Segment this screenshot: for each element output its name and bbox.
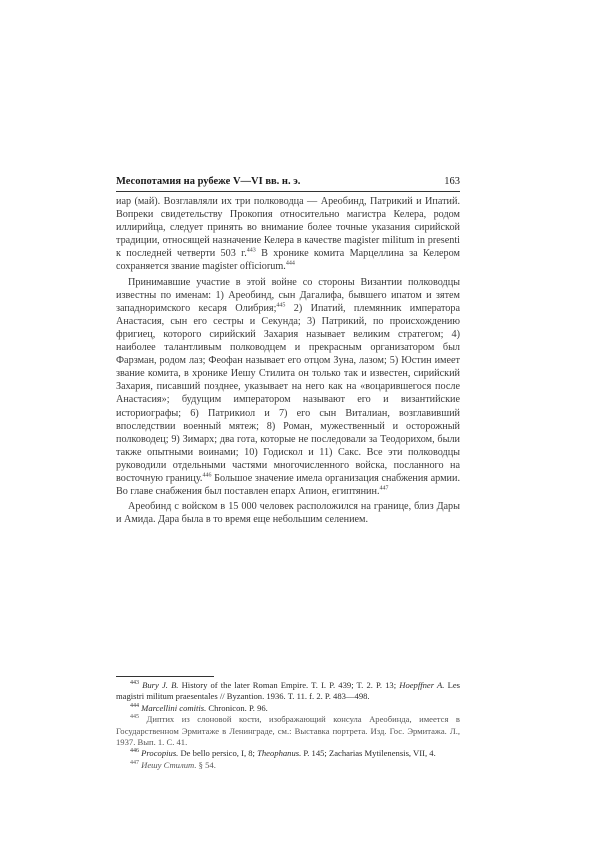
paragraph-2-text-b: 2) Ипатий, племянник императора Анастасия, сын его сестры и Секунда; 3) Патрикий, по происхождению фригиец, которого сирийский Захария называет великим стратегом; 4) наиболее талантливым полководцем и прекрасным организатором был Фарзман, родом лаз; Феофан называет его отцом Зуна, лазом; 5) Юстин имеет звание комита, в хронике Иешу Стилита он только так и известен, сирийский Захария, писавший позднее, указывает на него как на «воцарившегося после Анастасия»; будущим императором называют его и византийские историографы; 6) Патрикиол и 7) его сын Виталиан, возглавивший впоследствии военный мятеж; 8) Роман, мужественный и осторожный полководец; 9) Зимарх; два гота, которые не последовали за Теодорихом, были также опытными воинами; 10) Годискол и 11) Сакс. Все эти полководцы руководили отдельными частями многочисленного войска, посланного на восточную границу. — [116, 302, 460, 484]
footnote-author: Marcellini comitis. — [141, 702, 207, 713]
footnotes — [116, 680, 460, 771]
footnote-author: Bury J. B. — [142, 680, 179, 690]
footnote-author-2: Hoepffner A. — [399, 680, 445, 690]
main-text — [116, 195, 460, 526]
footnote-number: 445 — [130, 714, 139, 721]
footnote-445 — [116, 714, 460, 748]
footnote-443 — [116, 680, 460, 703]
footnote-rule — [116, 676, 214, 677]
header-rule — [116, 191, 460, 192]
footnote-text: De bello persico, I, 8; — [178, 748, 258, 759]
paragraph-1 — [116, 195, 460, 274]
footnote-number: 446 — [130, 748, 139, 755]
footnote-text: History of the later Roman Empire. T. I. P. 439; T. 2. P. 13; — [178, 680, 400, 690]
paragraph-2-text-c: Большое значение имела организация снабжения армии. Во главе снабжения был поставлен епарх Апион, египтянин. — [116, 472, 460, 498]
footnote-text-2: Les magistri militum praesentales // Byzantion. 1936. T. 11. f. 2. P. 483—498. — [116, 680, 460, 702]
footnote-ref-446[interactable]: 446 — [202, 472, 212, 479]
paragraph-3: Ареобинд с войском в 15 000 человек расположился на границе, близ Дары и Амида. Дара была в то время еще небольшим селением. — [116, 501, 460, 526]
footnote-number: 447 — [130, 759, 139, 766]
footnote-444 — [116, 703, 460, 714]
footnote-447 — [116, 760, 460, 771]
footnote-author: Иешу Стилит. — [141, 759, 197, 770]
paragraph-2-text-a: Принимавшие участие в этой войне со стороны Византии полководцы известны по именам: 1) Ареобинд, сын Дагалифа, бывшего ипатом и зятем западноримского кесаря Олибрия; — [116, 276, 460, 314]
page-number: 163 — [444, 176, 460, 187]
footnote-number: 444 — [130, 702, 139, 709]
paragraph-1-text: иар (май). Возглавляли их три полководца — Ареобинд, Патрикий и Ипатий. Вопреки свидетельству Прокопия относительно магистра Келера, родом иллирийца, следует принять во внимание более точные указания сирийской традиции, относящей назначение Келера в качестве magister militum in presenti к последней четверти 503 г. — [116, 196, 460, 260]
paragraph-2 — [116, 276, 460, 499]
footnote-446 — [116, 748, 460, 759]
footnote-text-2: P. 145; Zacharias Mytilenensis, VII, 4. — [301, 748, 436, 759]
paragraph-1-tail: В хронике комита Марцеллина за Келером сохраняется звание magister officiorum. — [116, 248, 460, 273]
footnote-text: § 54. — [196, 759, 216, 770]
footnote-ref-447[interactable]: 447 — [379, 485, 389, 492]
footnote-text: Chronicon. P. 96. — [206, 702, 268, 713]
footnote-ref-445[interactable]: 445 — [276, 302, 286, 309]
footnote-text: Диптих из слоновой кости, изображающий консула Ареобинда, имеется в Государственном Эрмитаже в Ленинграде, см.: Выставка портрета. Изд. Гос. Эрмитажа. Л., 1937. Вып. 1. С. 41. — [116, 714, 460, 748]
running-head-title: Месопотамия на рубеже V—VI вв. н. э. — [116, 176, 301, 187]
running-head — [116, 176, 460, 187]
footnote-author: Procopius. — [141, 748, 179, 759]
footnote-ref-444[interactable]: 444 — [285, 261, 295, 268]
footnote-number: 443 — [130, 680, 139, 687]
footnote-author-2: Theophanus. — [257, 748, 302, 759]
footnote-ref-443[interactable]: 443 — [246, 247, 256, 254]
